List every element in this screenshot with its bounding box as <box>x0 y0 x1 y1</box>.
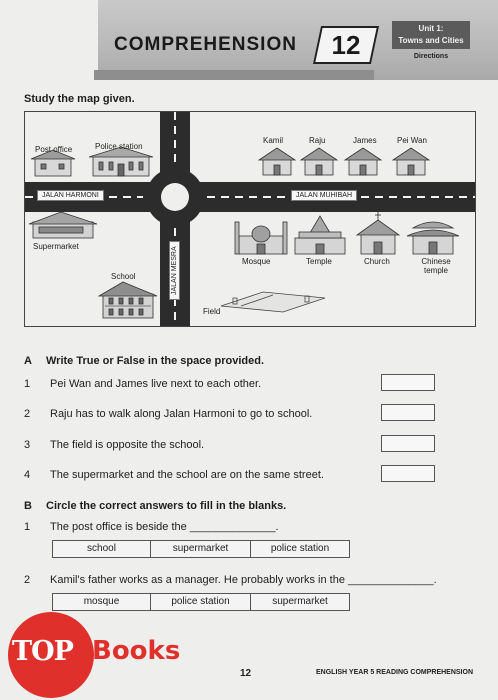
section-a-instruction: Write True or False in the space provided. <box>46 355 265 367</box>
unit-tab <box>392 21 470 49</box>
section-b-instruction: Circle the correct answers to fill in the blanks. <box>46 500 287 512</box>
label-school: School <box>111 272 136 281</box>
house-pei-wan <box>393 148 429 175</box>
house-james <box>345 148 381 175</box>
town-map <box>24 111 476 327</box>
options-b2 <box>52 593 350 611</box>
chinese-temple-building <box>407 222 459 254</box>
house-raju <box>301 148 337 175</box>
mosque-building <box>235 222 287 254</box>
answer-box-a4[interactable] <box>381 465 435 482</box>
temple-building <box>295 216 345 254</box>
label-raju: Raju <box>309 136 326 145</box>
section-b-letter: B <box>24 500 32 512</box>
answer-box-a3[interactable] <box>381 435 435 452</box>
section-a-letter: A <box>24 355 32 367</box>
banner-shadow <box>94 70 374 80</box>
question-b2: 2 Kamil's father works as a manager. He probably works in the ______________. <box>24 574 437 586</box>
road-label-jalan-muhibah: JALAN MUHIBAH <box>291 190 357 201</box>
instruction-study-map: Study the map given. <box>24 93 135 105</box>
topbooks-logo-books: Books <box>92 636 181 666</box>
unit-label: Unit 1: <box>418 24 444 33</box>
label-chinese-temple: Chinese temple <box>421 257 451 275</box>
answer-box-a2[interactable] <box>381 404 435 421</box>
comprehension-title: COMPREHENSION <box>114 34 297 55</box>
unit-subtopic: Directions <box>413 53 449 60</box>
question-a4: 4 The supermarket and the school are on the same street. <box>24 469 324 481</box>
label-kamil: Kamil <box>263 136 284 145</box>
road-label-jalan-mesra: JALAN MESRA <box>169 241 180 300</box>
section-b-heading <box>24 500 286 512</box>
option-b2-supermarket[interactable]: supermarket <box>272 596 328 607</box>
road-label-jalan-harmoni: JALAN HARMONI <box>37 190 104 201</box>
option-b2-mosque[interactable]: mosque <box>53 594 151 610</box>
house-kamil <box>259 148 295 175</box>
option-b1-police-station[interactable]: police station <box>270 543 330 554</box>
option-b2-police-station[interactable]: police station <box>151 594 251 610</box>
options-b1 <box>52 540 350 558</box>
answer-box-a1[interactable] <box>381 374 435 391</box>
label-mosque: Mosque <box>242 257 271 266</box>
label-pei-wan: Pei Wan <box>397 136 427 145</box>
label-field: Field <box>203 307 221 316</box>
unit-topic: Towns and Cities <box>398 36 464 45</box>
option-b1-school[interactable]: school <box>53 541 151 557</box>
question-b1: 1 The post office is beside the ______________. <box>24 521 279 533</box>
question-a1: 1 Pei Wan and James live next to each other. <box>24 378 262 390</box>
label-police-station: Police station <box>95 142 143 151</box>
option-b1-supermarket[interactable]: supermarket <box>151 541 251 557</box>
church-building <box>357 212 399 254</box>
label-church: Church <box>364 257 390 266</box>
police-station-building <box>89 147 153 176</box>
roundabout-island <box>161 183 189 211</box>
label-temple: Temple <box>306 257 332 266</box>
topbooks-logo-top: TOP <box>12 636 73 667</box>
label-supermarket: Supermarket <box>33 242 79 251</box>
supermarket-building <box>29 212 97 238</box>
school-building <box>99 282 157 318</box>
page-number: 12 <box>240 668 252 679</box>
question-a3: 3 The field is opposite the school. <box>24 439 205 451</box>
book-title-footer: ENGLISH YEAR 5 READING COMPREHENSION <box>316 669 474 676</box>
label-james: James <box>353 136 377 145</box>
field-drawing <box>221 292 325 312</box>
question-a2: 2 Raju has to walk along Jalan Harmoni to go to school. <box>24 408 313 420</box>
comprehension-number: 12 <box>331 30 361 60</box>
section-a-heading <box>24 355 264 367</box>
label-post-office: Post office <box>35 145 73 154</box>
